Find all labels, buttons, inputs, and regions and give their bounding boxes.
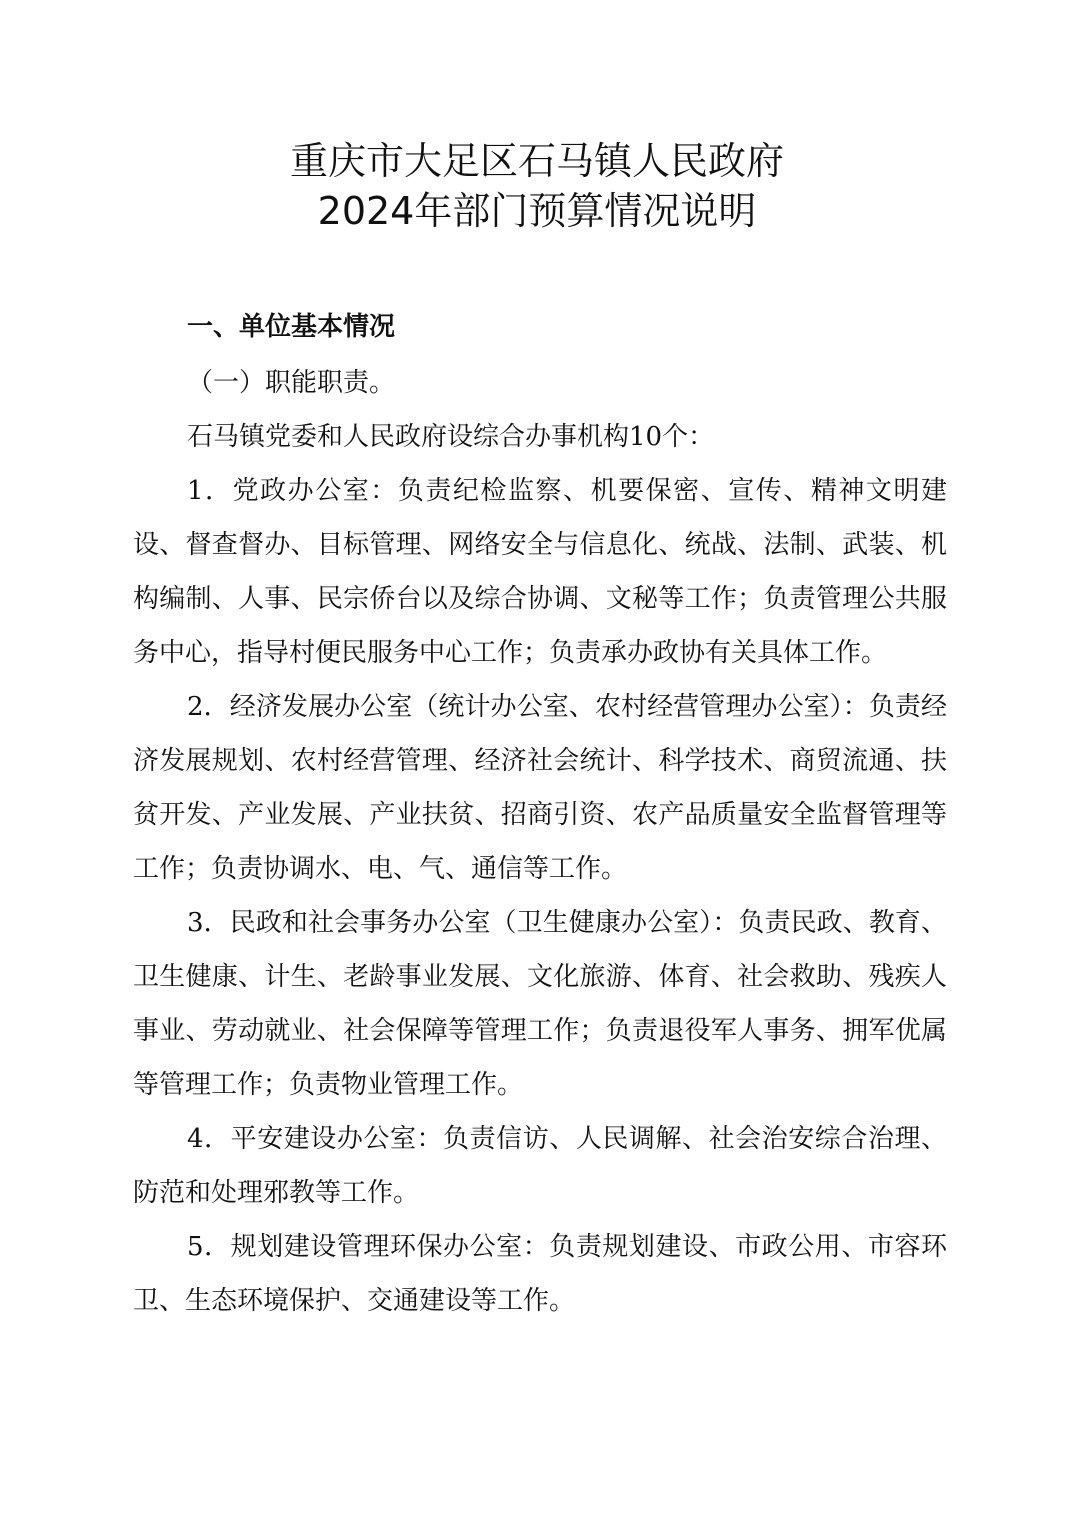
- item-paragraph-3: 3．民政和社会事务办公室（卫生健康办公室）：负责民政、教育、卫生健康、计生、老龄事业发展、文化旅游、体育、社会救助、残疾人事业、劳动就业、社会保障等管理工作；负责退役军人事务、拥军优属等管理工作；负责物业管理工作。: [133, 908, 947, 1100]
- item-paragraph-4: 4．平安建设办公室：负责信访、人民调解、社会治安综合治理、防范和处理邪教等工作。: [133, 1124, 947, 1208]
- item-paragraph-5: 5．规划建设管理环保办公室：负责规划建设、市政公用、市容环卫、生态环境保护、交通建设等工作。: [133, 1232, 947, 1316]
- sub-heading: （一）职能职责。: [187, 368, 396, 398]
- document-title: [0, 136, 1074, 236]
- title-line-2: 2024年部门预算情况说明: [317, 189, 757, 233]
- intro-paragraph: 石马镇党委和人民政府设综合办事机构10个：: [187, 422, 715, 452]
- section-heading: 一、单位基本情况: [187, 312, 396, 342]
- item-paragraph-2: 2．经济发展办公室（统计办公室、农村经营管理办公室）：负责经济发展规划、农村经营管理、经济社会统计、科学技术、商贸流通、扶贫开发、产业发展、产业扶贫、招商引资、农产品质量安全监督管理等工作；负责协调水、电、气、通信等工作。: [133, 692, 947, 884]
- document-body: [133, 308, 947, 1328]
- title-line-1: 重庆市大足区石马镇人民政府: [289, 139, 784, 183]
- item-paragraph-1: 1．党政办公室：负责纪检监察、机要保密、宣传、精神文明建设、督查督办、目标管理、网络安全与信息化、统战、法制、武装、机构编制、人事、民宗侨台以及综合协调、文秘等工作；负责管理公共服务中心，指导村便民服务中心工作；负责承办政协有关具体工作。: [133, 476, 947, 668]
